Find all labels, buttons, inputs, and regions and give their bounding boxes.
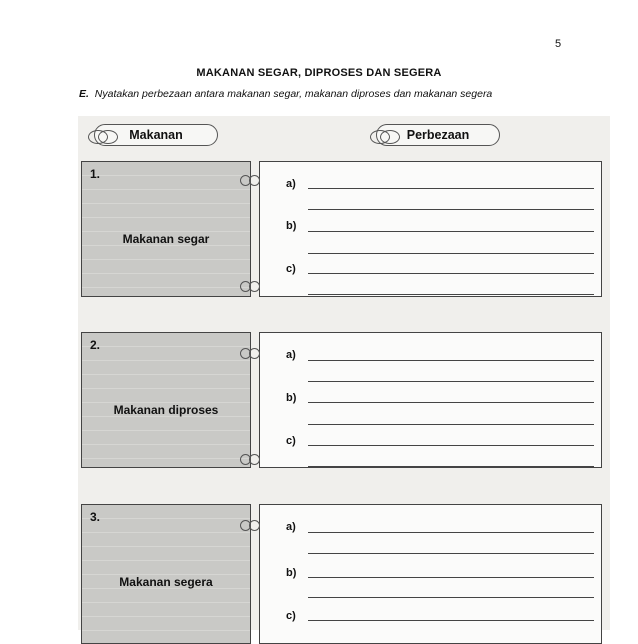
row-label: a) (286, 521, 296, 533)
card-number: 1. (90, 167, 101, 181)
answer-line[interactable] (308, 620, 594, 621)
binder-clip-icon (240, 279, 264, 293)
answer-line[interactable] (308, 253, 594, 254)
row-label: c) (286, 435, 296, 447)
binder-clip-icon (240, 173, 264, 187)
tag-perbezaan-label: Perbezaan (406, 128, 470, 142)
row-label: c) (286, 610, 296, 622)
answer-line[interactable] (308, 188, 594, 189)
tag-ring-icon (380, 130, 400, 144)
answer-line[interactable] (308, 597, 594, 598)
answer-line[interactable] (308, 402, 594, 403)
row-label: c) (286, 263, 296, 275)
card-number: 3. (90, 510, 101, 524)
card-left-1 (81, 161, 251, 297)
answer-line[interactable] (308, 424, 594, 425)
answer-line[interactable] (308, 273, 594, 274)
answer-line[interactable] (308, 466, 594, 467)
row-label: b) (286, 220, 297, 232)
row-label: b) (286, 392, 297, 404)
answer-line[interactable] (308, 294, 594, 295)
answer-line[interactable] (308, 231, 594, 232)
card-right-1 (259, 161, 602, 297)
binder-clip-icon (240, 452, 264, 466)
card-label: Makanan segar (122, 232, 210, 246)
answer-line[interactable] (308, 209, 594, 210)
card-label: Makanan diproses (113, 403, 219, 417)
row-label: a) (286, 178, 296, 190)
answer-line[interactable] (308, 553, 594, 554)
row-label: a) (286, 349, 296, 361)
card-left-3 (81, 504, 251, 644)
card-label: Makanan segera (119, 575, 213, 589)
page-number: 5 (555, 38, 562, 50)
card-left-2 (81, 332, 251, 468)
card-right-2 (259, 332, 602, 468)
instruction-letter: E. (79, 88, 89, 100)
row-label: b) (286, 567, 297, 579)
answer-line[interactable] (308, 381, 594, 382)
instruction (79, 88, 492, 100)
tag-makanan-label: Makanan (129, 128, 183, 142)
answer-line[interactable] (308, 445, 594, 446)
answer-line[interactable] (308, 577, 594, 578)
instruction-text: Nyatakan perbezaan antara makanan segar, makanan diproses dan makanan segera (94, 88, 493, 100)
card-number: 2. (90, 338, 101, 352)
page-title: MAKANAN SEGAR, DIPROSES DAN SEGERA (196, 67, 442, 79)
answer-line[interactable] (308, 532, 594, 533)
card-right-3 (259, 504, 602, 644)
answer-line[interactable] (308, 360, 594, 361)
binder-clip-icon (240, 518, 264, 532)
worksheet (78, 116, 610, 630)
binder-clip-icon (240, 346, 264, 360)
tag-ring-icon (98, 130, 118, 144)
